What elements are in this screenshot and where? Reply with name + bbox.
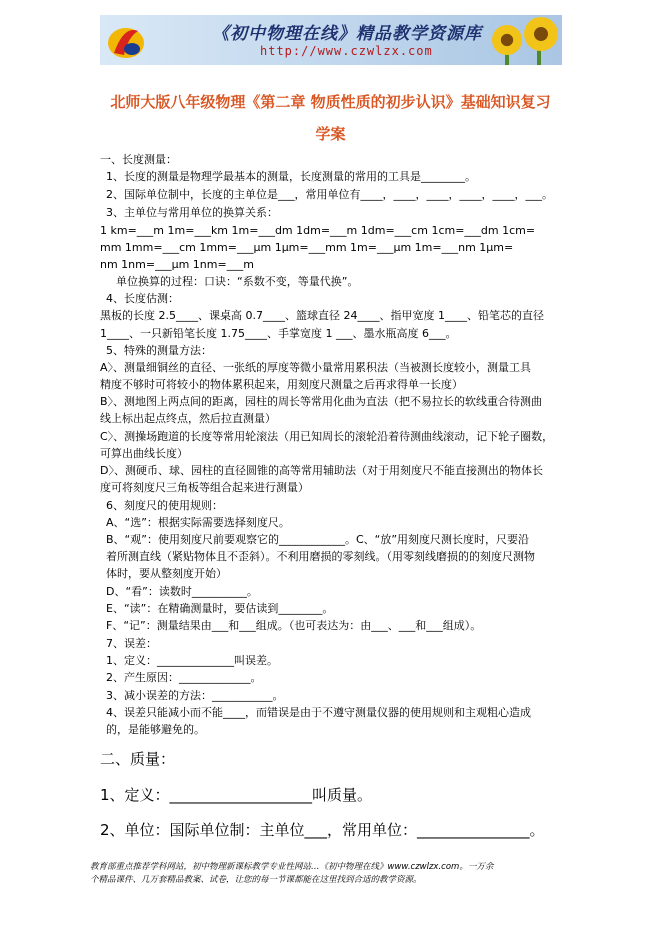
- body-line-large: 2、单位：国际单位制：主单位___，常用单位：_______________。: [100, 821, 545, 839]
- footer-line2: 个精品课件、几万套精品教案、试卷，让您的每一节课都能在这里找到合适的教学资源。: [90, 875, 422, 885]
- header-banner: [100, 15, 562, 65]
- body-line: 4、误差只能减小而不能____，而错误是由于不遵守测量仪器的使用规则和主观粗心造成: [106, 706, 531, 719]
- body-line: 1、长度的测量是物理学最基本的测量，长度测量的常用的工具是________。: [106, 170, 476, 183]
- body-line: 黑板的长度 2.5____、课桌高 0.7____、篮球直径 24____、指甲宽度 1____、铅笔芯的直径: [100, 309, 544, 322]
- section-heading-length: 一、长度测量：: [100, 153, 177, 166]
- body-line: 精度不够时可将较小的物体累积起来，用刻度尺测量之后再求得单一长度）: [100, 378, 463, 391]
- subsection-heading: 6、刻度尺的使用规则：: [106, 499, 223, 512]
- body-line: 1、定义：______________叫误差。: [106, 654, 278, 667]
- section-heading-mass: 二、质量：: [100, 750, 176, 768]
- body-line: mm 1mm=___cm 1mm=___μm 1μm=___mm 1m=___μm 1m=___nm 1μm=: [100, 241, 514, 254]
- body-line: 1 km=___m 1m=___km 1m=___dm 1dm=___m 1dm=___cm 1cm=___dm 1cm=: [100, 224, 536, 237]
- body-line: A〉、测量细铜丝的直径、一张纸的厚度等微小量常用累积法（当被测长度较小，测量工具: [100, 361, 532, 374]
- body-line: 3、减小误差的方法：___________。: [106, 689, 284, 702]
- body-line: 线上标出起点终点，然后拉直测量）: [100, 412, 276, 425]
- body-line: E、“读”：在精确测量时，要估读到________。: [106, 602, 334, 615]
- subsection-heading: 5、特殊的测量方法：: [106, 344, 212, 357]
- body-line: C〉、测操场跑道的长度等常用轮滚法（用已知周长的滚轮沿着待测曲线滚动，记下轮子圈数，: [100, 430, 554, 443]
- body-line: 1____、一只新铅笔长度 1.75____、手掌宽度 1 ___、墨水瓶高度 6___。: [100, 327, 457, 340]
- body-line: B〉、测地图上两点间的距离，园柱的周长等常用化曲为直法（把不易拉长的软线重合待测曲: [100, 395, 543, 408]
- subsection-heading: 4、长度估测：: [106, 292, 179, 305]
- document-title-line1: 北师大版八年级物理《第二章 物质性质的初步认识》基础知识复习: [110, 93, 551, 111]
- body-line: D〉、测硬币、球、园柱的直径圆锥的高等常用辅助法（对于用刻度尺不能直接测出的物体长: [100, 464, 543, 477]
- body-line: 可算出曲线长度）: [100, 447, 188, 460]
- body-line: B、“观”：使用刻度尺前要观察它的____________。C、“放”用刻度尺测长度时，尺要沿: [106, 533, 530, 546]
- body-line: A、“选”：根据实际需要选择刻度尺。: [106, 516, 290, 529]
- body-line: 3、主单位与常用单位的换算关系：: [106, 206, 278, 219]
- body-line: D、“看”：读数时__________。: [106, 585, 258, 598]
- banner-url[interactable]: http://www.czwlzx.com: [260, 44, 433, 58]
- site-logo-icon: [106, 19, 146, 61]
- body-line: 着所测直线（紧贴物体且不歪斜）。不利用磨损的零刻线。（用零刻线磨损的的刻度尺测物: [106, 550, 535, 563]
- footer-line1: 教育部重点推荐学科网站，初中物理新课标教学专业性网站…《初中物理在线》www.czwlzx.com。一万余: [90, 862, 494, 872]
- body-line: F、“记”：测量结果由___和___组成。（也可表达为：由___、___和___组成）。: [106, 619, 482, 632]
- subsection-heading: 7、误差：: [106, 637, 157, 650]
- body-line: 2、产生原因：_____________。: [106, 671, 262, 684]
- document-title-line2: 学案: [315, 125, 346, 143]
- body-line: 体时，要从整刻度开始）: [106, 567, 227, 580]
- body-line-large: 1、定义：___________________叫质量。: [100, 786, 373, 804]
- body-line: 的，是能够避免的。: [106, 723, 205, 736]
- banner-title: 《初中物理在线》精品教学资源库: [212, 24, 482, 44]
- body-line: 度可将刻度尺三角板等组合起来进行测量）: [100, 481, 309, 494]
- body-line: 单位换算的过程：口诀：“系数不变，等量代换”。: [116, 275, 359, 288]
- body-line: 2、国际单位制中，长度的主单位是___，常用单位有____，____，____，____，____，___。: [106, 188, 553, 201]
- body-line: nm 1nm=___μm 1nm=___m: [100, 258, 254, 271]
